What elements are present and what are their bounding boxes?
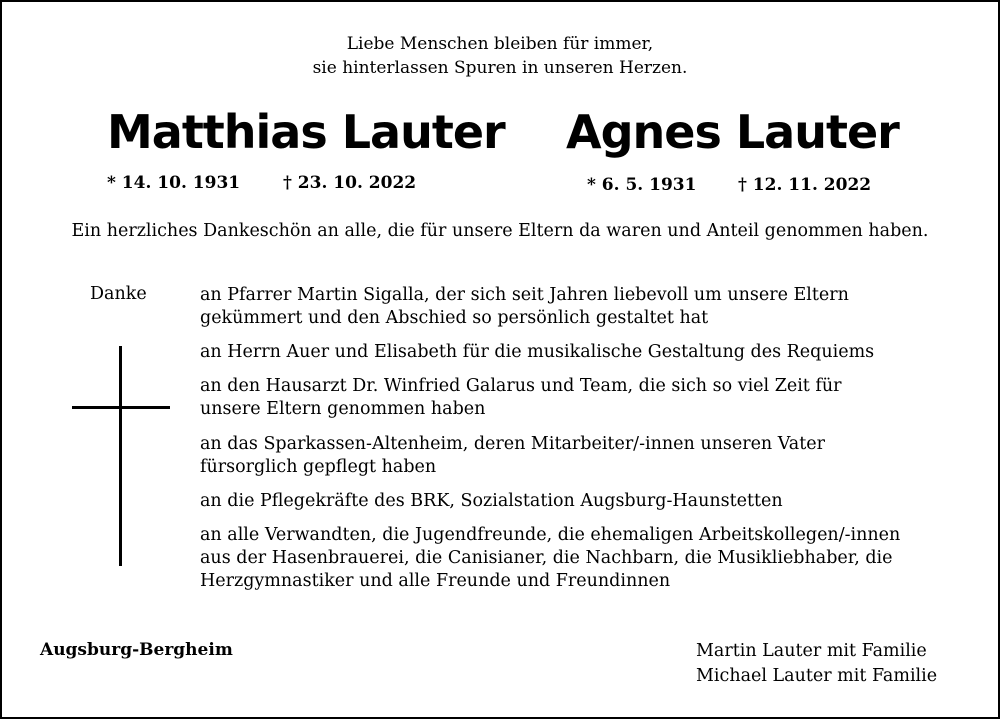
thanks-item-line: an Pfarrer Martin Sigalla, der sich seit Jahren liebevoll um unsere Eltern bbox=[200, 285, 849, 305]
thanks-item bbox=[200, 284, 980, 330]
thanks-item-line: an alle Verwandten, die Jugendfreunde, die ehemaligen Arbeitskollegen/-innen bbox=[200, 525, 901, 545]
cross-icon-vertical bbox=[119, 346, 122, 566]
thanks-intro: Ein herzliches Dankeschön an alle, die für unsere Eltern da waren und Anteil genommen haben. bbox=[71, 221, 929, 241]
thanks-item bbox=[200, 341, 980, 364]
family-signatures bbox=[696, 639, 937, 689]
thanks-item bbox=[200, 433, 980, 479]
person-name-matthias: Matthias Lauter bbox=[107, 105, 505, 159]
thanks-item-line: aus der Hasenbrauerei, die Canisianer, die Nachbarn, die Musikliebhaber, die bbox=[200, 548, 893, 568]
thanks-item bbox=[200, 524, 980, 593]
person-name-agnes: Agnes Lauter bbox=[566, 105, 899, 159]
thanks-item bbox=[200, 375, 980, 421]
thanks-item bbox=[200, 490, 980, 513]
thanks-item-line: Herzgymnastiker und alle Freunde und Freundinnen bbox=[200, 571, 671, 591]
birth-date-agnes: * 6. 5. 1931 bbox=[587, 175, 697, 195]
thanks-item-line: an die Pflegekräfte des BRK, Sozialstation Augsburg-Haunstetten bbox=[200, 491, 783, 511]
motto-line-1: Liebe Menschen bleiben für immer, bbox=[346, 34, 654, 54]
thanks-item-line: an den Hausarzt Dr. Winfried Galarus und Team, die sich so viel Zeit für bbox=[200, 376, 842, 396]
danke-label: Danke bbox=[90, 284, 147, 304]
family-line: Martin Lauter mit Familie bbox=[696, 641, 927, 661]
birth-date-matthias: * 14. 10. 1931 bbox=[107, 173, 241, 193]
thanks-item-line: gekümmert und den Abschied so persönlich gestaltet hat bbox=[200, 308, 709, 328]
thanks-item-line: unsere Eltern genommen haben bbox=[200, 399, 486, 419]
thanks-item-line: an das Sparkassen-Altenheim, deren Mitarbeiter/-innen unseren Vater bbox=[200, 434, 825, 454]
death-date-agnes: † 12. 11. 2022 bbox=[738, 175, 872, 195]
death-date-matthias: † 23. 10. 2022 bbox=[283, 173, 417, 193]
cross-icon-horizontal bbox=[72, 406, 170, 409]
motto-line-2: sie hinterlassen Spuren in unseren Herzen. bbox=[312, 58, 688, 78]
thanks-item-line: an Herrn Auer und Elisabeth für die musikalische Gestaltung des Requiems bbox=[200, 342, 875, 362]
family-line: Michael Lauter mit Familie bbox=[696, 666, 938, 686]
thanks-item-line: fürsorglich gepflegt haben bbox=[200, 457, 437, 477]
place-name: Augsburg-Bergheim bbox=[40, 640, 233, 660]
